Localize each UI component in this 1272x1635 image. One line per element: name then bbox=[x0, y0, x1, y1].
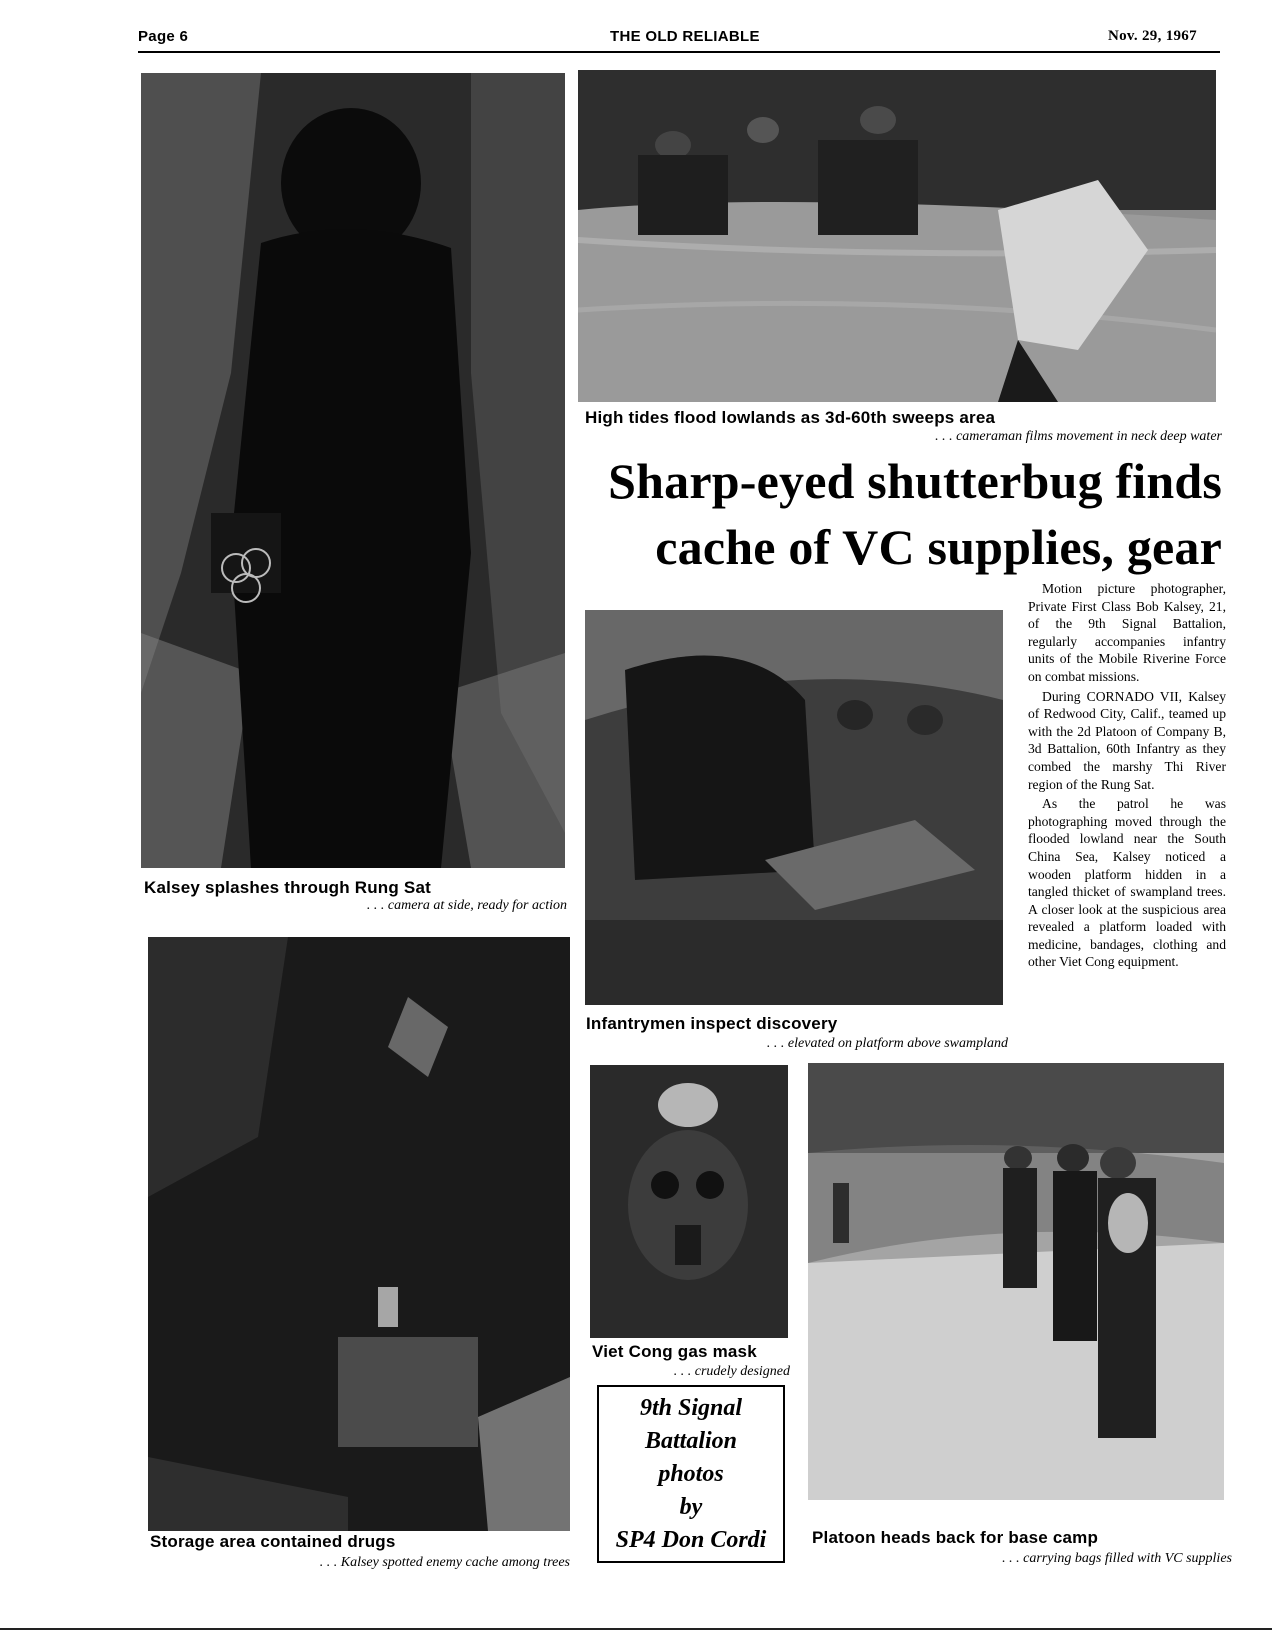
caption-gas-mask-subheading: . . . crudely designed bbox=[673, 1364, 790, 1379]
newspaper-title: THE OLD RELIABLE bbox=[610, 28, 760, 45]
caption-tides-heading: High tides flood lowlands as 3d-60th sweeps area bbox=[585, 408, 996, 427]
credit-line: SP4 Don Cordi bbox=[615, 1527, 767, 1553]
headline-line-1: Sharp-eyed shutterbug finds bbox=[608, 453, 1222, 509]
caption-kalsey-heading: Kalsey splashes through Rung Sat bbox=[144, 878, 431, 897]
photo-kalsey-rung-sat bbox=[141, 73, 565, 868]
caption-platoon-subheading: . . . carrying bags filled with VC supplies bbox=[1002, 1551, 1232, 1566]
page-number: Page 6 bbox=[138, 28, 189, 45]
credit-line: 9th Signal bbox=[639, 1395, 743, 1421]
credit-line: photos bbox=[658, 1461, 724, 1487]
masthead-rule bbox=[138, 51, 1220, 53]
photo-platoon-base-camp bbox=[808, 1063, 1224, 1500]
photo-credit-box bbox=[597, 1385, 785, 1563]
article-paragraph: Motion picture photographer, Private First Class Bob Kalsey, 21, of the 9th Signal Battalion, regularly accompanies infantry units of the Mobile Riverine Force on combat missions. bbox=[1028, 581, 1226, 684]
photo-storage-area bbox=[148, 937, 570, 1531]
caption-kalsey-subheading: . . . camera at side, ready for action bbox=[366, 898, 567, 913]
caption-storage-heading: Storage area contained drugs bbox=[150, 1532, 396, 1551]
caption-discovery-heading: Infantrymen inspect discovery bbox=[586, 1014, 838, 1033]
issue-date: Nov. 29, 1967 bbox=[1108, 28, 1197, 44]
article-paragraph: As the patrol he was photographing moved through the flooded lowland near the South China Sea, Kalsey noticed a wooden platform hidden in a tangled thicket of swampland trees. A closer look at the suspicious area revealed a platform loaded with medicine, bandages, clothing and other Viet Cong equipment. bbox=[1028, 796, 1226, 970]
article-body bbox=[1028, 580, 1226, 973]
caption-storage-subheading: . . . Kalsey spotted enemy cache among trees bbox=[319, 1555, 570, 1570]
caption-platoon-heading: Platoon heads back for base camp bbox=[812, 1528, 1099, 1547]
caption-discovery-subheading: . . . elevated on platform above swampland bbox=[766, 1036, 1008, 1051]
photo-discovery-platform bbox=[585, 610, 1003, 1005]
photo-gas-mask bbox=[590, 1065, 788, 1338]
caption-tides-subheading: . . . cameraman films movement in neck deep water bbox=[935, 429, 1222, 444]
credit-line: Battalion bbox=[644, 1428, 738, 1454]
headline-line-2: cache of VC supplies, gear bbox=[655, 519, 1222, 575]
footer-rule bbox=[0, 1628, 1272, 1630]
credit-line: by bbox=[679, 1494, 703, 1520]
caption-gas-mask-heading: Viet Cong gas mask bbox=[592, 1342, 757, 1361]
photo-high-tides bbox=[578, 70, 1216, 402]
article-paragraph: During CORNADO VII, Kalsey of Redwood City, Calif., teamed up with the 2d Platoon of Company B, 3d Battalion, 60th Infantry as they combed the marshy Thi River region of the Rung Sat. bbox=[1028, 688, 1226, 792]
